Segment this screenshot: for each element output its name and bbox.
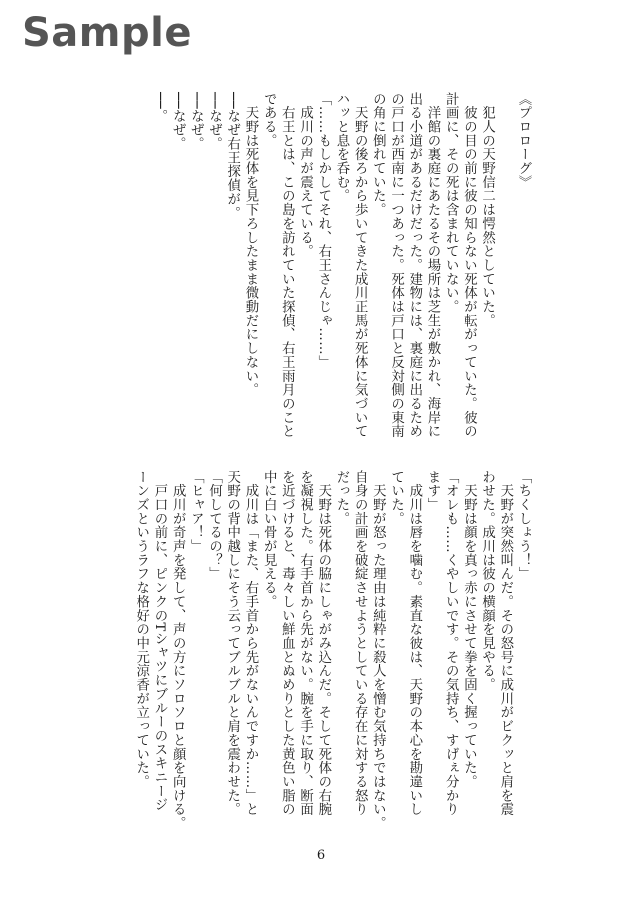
- text-line: 自身の計画を破綻させようとしている存在に対する怒り: [352, 470, 368, 817]
- text-line: だった。: [333, 470, 349, 526]
- text-line: である。: [261, 92, 277, 148]
- text-line: ていた。: [388, 470, 404, 526]
- text-line: 洋館の裏庭にあたるその場所は芝生が敷かれ、海岸に: [424, 92, 440, 439]
- text-line: ──なぜ。: [188, 92, 204, 151]
- prologue-text-top: [150, 92, 532, 452]
- text-line: 天野が突然叫んだ。その怒号に成川がビクッと肩を震: [497, 470, 513, 817]
- text-line: の角に倒れていた。: [370, 92, 386, 217]
- text-line: 天野が怒った理由は純粋に殺人を憎む気持ちではない。: [370, 470, 386, 831]
- text-line: 天野の後ろから歩いてきた成川正馬が死体に気づいて: [352, 92, 368, 439]
- text-line: を凝視した。右手首から先がない。腕を手に取り、断面: [297, 470, 313, 817]
- text-line: 「……もしかしてそれ、右王さんじゃ……」: [315, 92, 331, 369]
- text-line: 「ヒャア！」: [188, 470, 204, 554]
- text-line: 成川の声が震えている。: [297, 92, 313, 259]
- text-line: 成川は「また、右手首から先がないんですか……」と: [242, 470, 258, 817]
- text-line: ──。: [151, 92, 167, 123]
- sample-watermark: Sample: [22, 10, 192, 56]
- text-line: 彼の目の前に彼の知らない死体が転がっていた。彼の: [461, 92, 477, 439]
- text-line: 天野は死体を見下ろしたまま微動だにしない。: [242, 92, 258, 397]
- text-line: [496, 92, 514, 452]
- text-line: 犯人の天野信二は愕然としていた。: [479, 92, 495, 328]
- text-line: 右王とは、この島を訪れていた探偵、右王雨月のこと: [279, 92, 295, 439]
- text-line: 成川が奇声を発して、声の方にソロソロと顔を向ける。: [170, 470, 186, 831]
- text-line: ます」: [424, 470, 440, 512]
- text-line: 計画に、その死は含まれていない。: [443, 92, 459, 314]
- text-line: 天野の背中越しにそう云ってブルブルと肩を震わせた。: [224, 470, 240, 817]
- text-line: ハッと息を呑む。: [333, 92, 349, 203]
- text-line: 「ちくしょう！」: [516, 470, 531, 581]
- text-line: ──なぜ右王探偵が。: [224, 92, 240, 220]
- text-line: 成川は唇を噛む。素直な彼は、天野の本心を勘違いし: [406, 470, 422, 817]
- text-line: 「オレも……くやしいです。その気持ち、すげぇ分かり: [443, 470, 459, 817]
- text-line: ーンズというラフな格好の中元涼香が立っていた。: [133, 470, 149, 789]
- text-line: 《プロローグ》: [516, 92, 531, 189]
- page-number: 6: [316, 848, 326, 863]
- text-line: 天野は顔を真っ赤にさせて拳を固く握っていた。: [461, 470, 477, 789]
- text-line: 戸口の前に、ピンクのTシャツにブルーのスキニージ: [151, 470, 167, 812]
- text-line: ──なぜ。: [206, 92, 222, 151]
- text-line: ──なぜ。: [170, 92, 186, 151]
- text-line: の戸口が西南に一つあった。死体は戸口と反対側の東南: [388, 92, 404, 439]
- text-line: を近づけると、毒々しい鮮血とぬめりとした黄色い脂の: [279, 470, 295, 817]
- text-line: 出る小道があるだけだった。建物には、裏庭に出るため: [406, 92, 422, 439]
- text-line: 天野は死体の脇にしゃがみ込んだ。そして死体の右腕: [315, 470, 331, 817]
- text-line: 中に白い骨が見える。: [261, 470, 277, 609]
- prologue-text-bottom: [132, 470, 532, 830]
- text-line: 「何してるの？」: [206, 470, 222, 581]
- text-line: わせた。成川は彼の横顔を見やる。: [479, 470, 495, 692]
